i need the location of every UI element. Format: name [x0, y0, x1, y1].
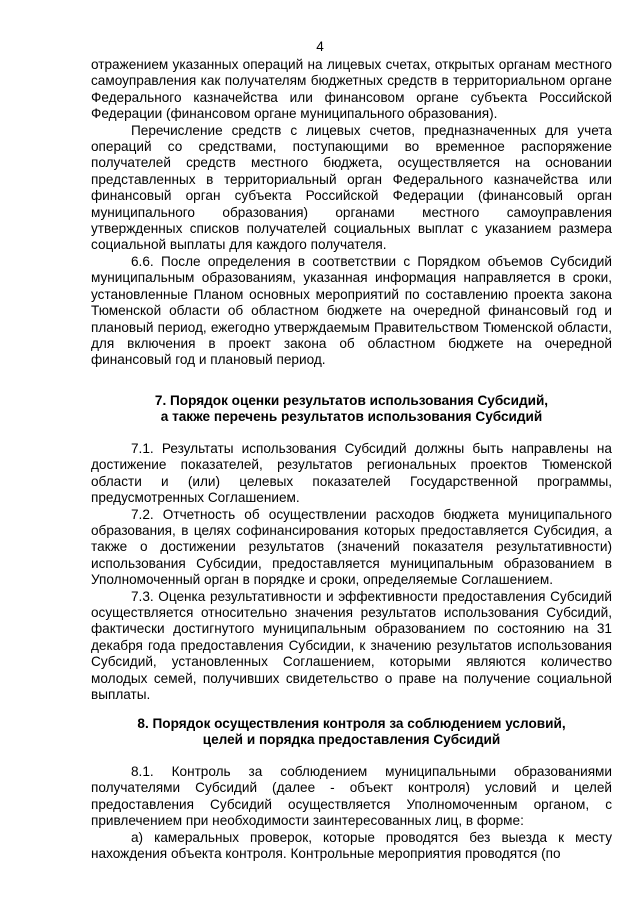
text-block-section-6: [91, 57, 612, 369]
heading-line: целей и порядка предоставления Субсидий: [202, 732, 501, 748]
section-8-heading: [91, 716, 612, 749]
text-block-section-8: [91, 764, 612, 862]
paragraph: отражением указанных операций на лицевых счетах, открытых органам местного самоуправления как получателям бюджетных средств в территориальном органе Федерального казначейства или финансовом органе субъекта Российской Федерации (финансовом органе муниципального образования).: [91, 57, 612, 122]
heading-line: а также перечень результатов использования Субсидий: [160, 409, 543, 425]
heading-line: 7. Порядок оценки результатов использования Субсидий,: [154, 393, 549, 408]
paragraph: а) камеральных проверок, которые проводятся без выезда к месту нахождения объекта контроля. Контрольные мероприятия проводятся (по: [91, 829, 612, 862]
heading-line: 8. Порядок осуществления контроля за соблюдением условий,: [137, 716, 566, 731]
page-number: 4: [316, 39, 324, 54]
paragraph: 7.2. Отчетность об осуществлении расходов бюджета муниципального образования, в целях софинансирования которых предоставляется Субсидия, а также о достижении результатов (значений показателя результативности) использования Субсидии, предоставляется муниципальным образованием в Уполномоченный орган в порядке и сроки, определяемые Соглашением.: [91, 506, 612, 588]
text-block-section-7: [91, 441, 612, 704]
paragraph: 7.3. Оценка результативности и эффективности предоставления Субсидий осуществляется относительно значения результатов использования Субсидий, фактически достигнутого муниципальным образованием по состоянию на 31 декабря года предоставления Субсидии, к значению результатов использования Субсидий, установленных Соглашением, которыми являются количество молодых семей, получивших свидетельство о праве на получение социальной выплаты.: [91, 588, 612, 703]
paragraph: 7.1. Результаты использования Субсидий должны быть направлены на достижение показателей, результатов региональных проектов Тюменской области и (или) целевых показателей Государственной программы, предусмотренных Соглашением.: [91, 441, 612, 506]
paragraph: 8.1. Контроль за соблюдением муниципальными образованиями получателями Субсидий (далее - объект контроля) условий и целей предоставления Субсидий осуществляется Уполномоченным органом, с привлечением при необходимости заинтересованных лиц, в форме:: [91, 764, 612, 829]
section-7-heading: [91, 393, 612, 426]
paragraph: Перечисление средств с лицевых счетов, предназначенных для учета операций со средствами, поступающими во временное распоряжение получателей средств местного бюджета, осуществляется на основании представленных в территориальный орган Федерального казначейства или финансовый орган субъекта Российской Федерации (финансовый орган муниципального образования) органами местного самоуправления утвержденных списков получателей социальных выплат с указанием размера социальной выплаты для каждого получателя.: [91, 122, 612, 253]
paragraph: 6.6. После определения в соответствии с Порядком объемов Субсидий муниципальным образованиям, указанная информация направляется в сроки, установленные Планом основных мероприятий по составлению проекта закона Тюменской области об областном бюджете на очередной финансовый год и плановый период, ежегодно утверждаемым Правительством Тюменской области, для включения в проект закона об областном бюджете на очередной финансовый год и плановый период.: [91, 253, 612, 368]
